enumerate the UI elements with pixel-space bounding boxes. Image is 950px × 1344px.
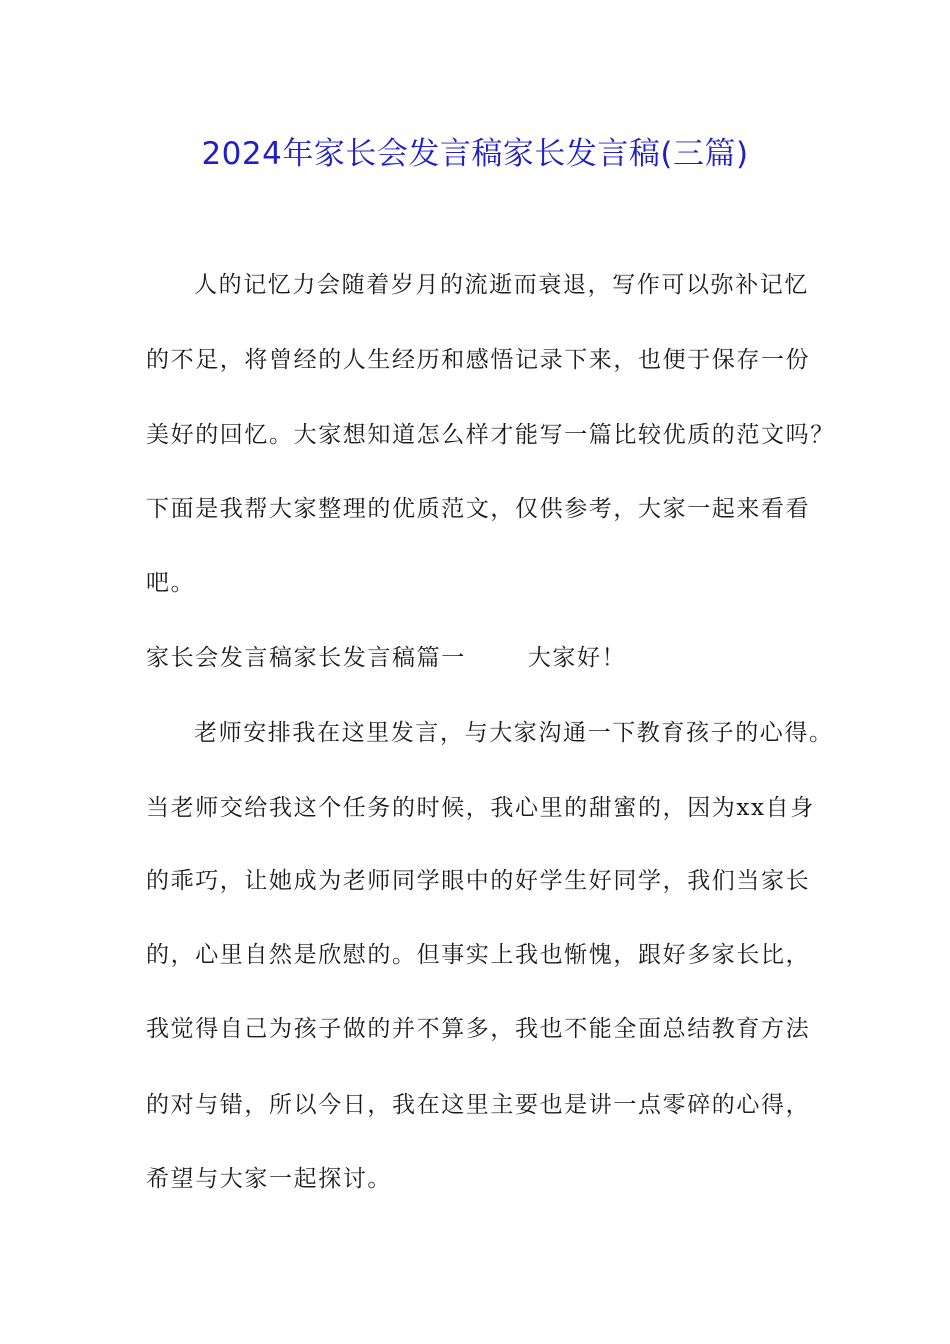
body-line-7: 希望与大家一起探讨。 bbox=[146, 1166, 392, 1192]
intro-line-2: 的不足，将曾经的人生经历和感悟记录下来，也便于保存一份 bbox=[146, 347, 811, 373]
body-line-2: 当老师交给我这个任务的时候，我心里的甜蜜的，因为xx自身 bbox=[146, 795, 815, 821]
intro-line-1: 人的记忆力会随着岁月的流逝而衰退，写作可以弥补记忆 bbox=[194, 272, 809, 298]
body-line-5: 我觉得自己为孩子做的并不算多，我也不能全面总结教育方法 bbox=[146, 1016, 811, 1042]
intro-line-3: 美好的回忆。大家想知道怎么样才能写一篇比较优质的范文吗？ bbox=[146, 422, 835, 448]
section-heading-line bbox=[146, 643, 626, 673]
body-line-3: 的乖巧，让她成为老师同学眼中的好学生好同学，我们当家长 bbox=[146, 868, 811, 894]
section-heading: 家长会发言稿家长发言稿篇一 bbox=[146, 645, 466, 671]
body-line-4: 的，心里自然是欣慰的。但事实上我也惭愧，跟好多家长比， bbox=[146, 942, 811, 968]
body-line-6: 的对与错，所以今日，我在这里主要也是讲一点零碎的心得， bbox=[146, 1092, 811, 1118]
body-line-1: 老师安排我在这里发言，与大家沟通一下教育孩子的心得。 bbox=[194, 720, 834, 746]
greeting: 大家好！ bbox=[527, 645, 627, 671]
document-title: 2024年家长会发言稿家长发言稿(三篇) bbox=[201, 136, 749, 172]
intro-line-5: 吧。 bbox=[146, 570, 196, 596]
intro-line-4: 下面是我帮大家整理的优质范文，仅供参考，大家一起来看看 bbox=[146, 496, 811, 522]
